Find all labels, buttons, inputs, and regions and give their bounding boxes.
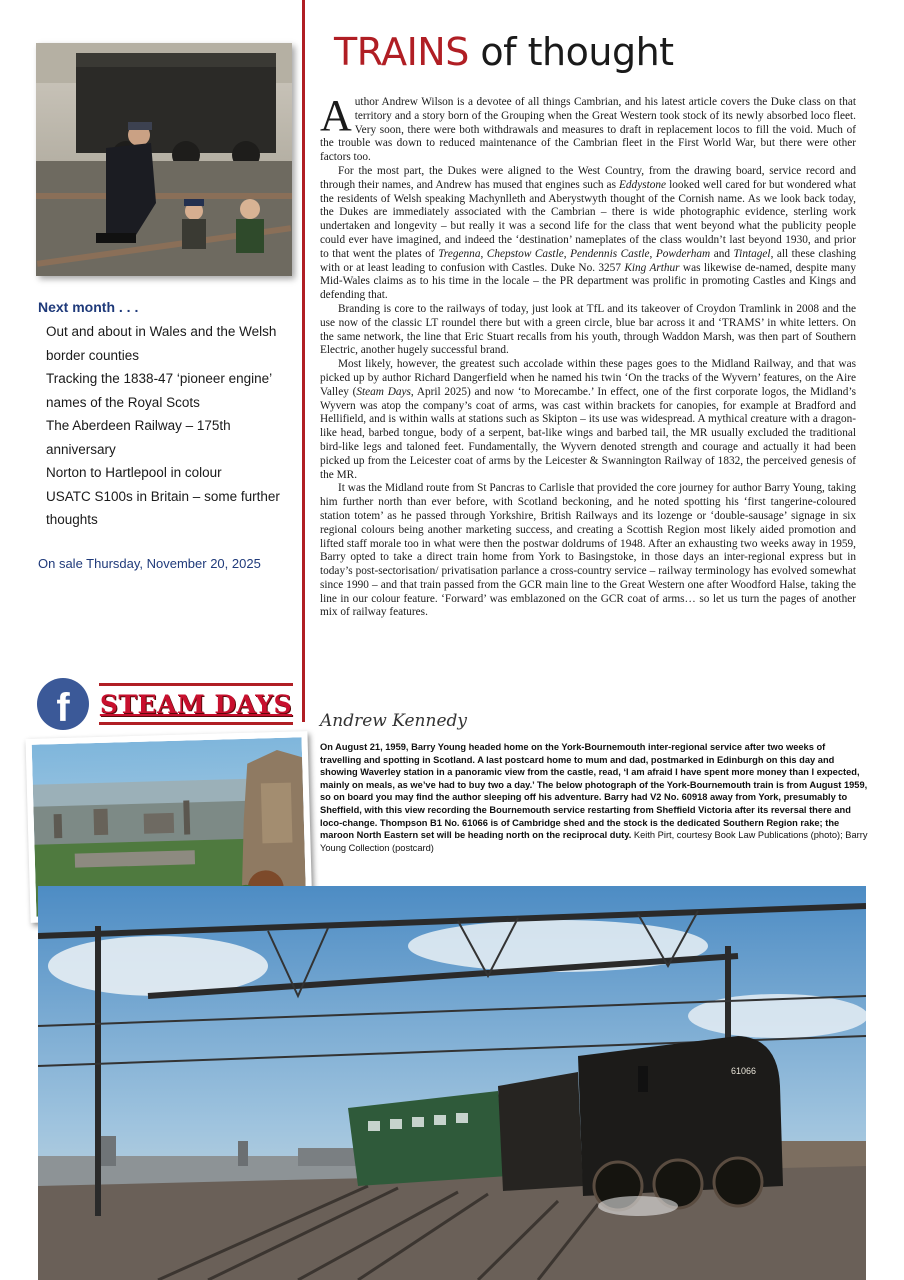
loco-number-plate: 61066 bbox=[731, 1066, 757, 1076]
list-item: USATC S100s in Britain – some further thoughts bbox=[46, 488, 280, 527]
list-item: Norton to Hartlepool in colour bbox=[46, 465, 222, 480]
title-of-thought: of thought bbox=[480, 30, 674, 74]
article-paragraph: Author Andrew Wilson is a devotee of all things Cambrian, and his latest article covers the Duke class on that territory and a story born of the Grouping when the Great Western took stock of its newly absorbed loco fleet. Very soon, there were both withdrawals and measures to draft in replacement locos to fill the void. Much of the trouble was down to reduced maintenance of the Cambrian fleet in the First World War, but there were other factors too. bbox=[320, 91, 856, 164]
list-item: The Aberdeen Railway – 175th anniversary bbox=[46, 418, 231, 457]
editorial-article bbox=[320, 91, 857, 620]
photo-trainspotters-at-shed bbox=[36, 43, 292, 276]
steam-days-logo bbox=[99, 683, 293, 725]
photo-york-bournemouth-train bbox=[38, 886, 866, 1280]
next-month-heading: Next month . . . bbox=[38, 299, 139, 315]
sheffield-victoria-train-illustration bbox=[38, 886, 866, 1280]
column-divider-rule bbox=[302, 0, 305, 722]
facebook-icon[interactable]: f bbox=[37, 678, 89, 730]
article-paragraph: It was the Midland route from St Pancras to Carlisle that provided the core journey for author Barry Young, taking him further north than ever before, with Scotland beckoning, and he noted spotting his ‘first tangerine-coloured station totem’ as he passed through Yorkshire, British Railways and its lozenge or ‘double-sausage’ signage in six regional colours being another marketing success, and creating a Scottish Region most likely aided promotion and lifted staff morale too in what were then the postwar doldrums of 1948. After an exhausting two weeks away in 1959, Barry opted to take a direct train home from York to Basingstoke, in those days an inter-regional express but in today’s post-sectorisation/ privatisation parlance a cross-country service – railway terminology has evolved somewhat since 1990 – and that train passed from the GCR main line to the Great Western one after Woodford Halse, taking the line in our colour feature. ‘Forward’ was emblazoned on the GCR coat of arms… so let us turn the pages of another mix of railway features. bbox=[320, 482, 856, 619]
article-paragraph: Most likely, however, the greatest such accolade within these pages goes to the Midland Railway, and that was picked up by author Richard Dangerfield when he named his twin ‘On the tracks of the Wyvern’ features, on the Aire Valley (Steam Days, April 2025) and now ‘to Morecambe.’ In effect, one of the first corporate logos, the Midland’s Wyvern was atop the company’s coat of arms, was cast within brackets for canopies, for example at Bradford and Hellifield, and is within walls at stations such as Skipton – its use was widespread. A mythical creature with a dragon-like head, barbed tongue, body of a serpent, bat-like wings and barbed tail, the MR usually excluded the traditional bird-like legs and taloned feet. Fundamentally, the Wyvern denoted strength and courage and actually it had been picked up from the Leicester coat of arms by the Leicester & Swannington Railway of 1832, the perceived genesis of the MR. bbox=[320, 358, 856, 481]
article-paragraph: Branding is core to the railways of today, just look at TfL and its takeover of Croydon Tramlink in 2008 and the use now of the classic LT roundel there but with a green circle, blue bar across it and ‘TRAMS’ in white letters. On the same network, the line that Eric Stuart recalls from his youth, through Waddon Marsh, was then part of Southern Electric, another hugely successful brand. bbox=[320, 302, 856, 357]
title-trains: TRAINS bbox=[334, 30, 469, 74]
list-item: Out and about in Wales and the Welsh border counties bbox=[46, 324, 277, 363]
author-signature: Andrew Kennedy bbox=[320, 711, 467, 731]
photo-credit: Keith Pirt, courtesy Book Law Publications (photo); Barry Young Collection (postcard) bbox=[320, 830, 868, 853]
photo-caption bbox=[320, 741, 868, 854]
on-sale-date: On sale Thursday, November 20, 2025 bbox=[38, 556, 261, 571]
list-item: Tracking the 1838-47 ‘pioneer engine’ names of the Royal Scots bbox=[46, 371, 272, 410]
trainspotters-illustration bbox=[36, 43, 292, 276]
article-paragraph: For the most part, the Dukes were aligned to the West Country, from the drawing board, service record and through their names, and Andrew has mused that engines such as Eddystone looked well cared for but wondered what the residents of Welsh speaking Machynlleth and Aberystwyth thought of the Cornish name. As we look back today, the Dukes are immediately associated with the Cambrian – there is wide photographic evidence, sterling work undertaken and longevity – but really it was a second life for the class that went beyond what the publicity people could ever have imagined, and indeed the ‘destination’ nameplates of the class wouldn’t last beyond 1930, and prior to that went the plates of Tregenna, Chepstow Castle, Pendennis Castle, Powderham and Tintagel, all these clashing with or at least leading to confusion with Castles. Duke No. 3257 King Arthur was likewise de-named, despite many Mid-Wales claims as to his time in the locale – the PR department was prolific in promoting Castles and Kings and defending that. bbox=[320, 164, 857, 302]
caption-text: On August 21, 1959, Barry Young headed home on the York-Bournemouth inter-regional service after two weeks of travelling and spotting in Scotland. A last postcard home to mum and dad, postmarked in Edinburgh on this day and showing Waverley station in a panoramic view from the castle, read, ‘I am afraid I have spent more money than I expected, mainly on meals, as we’ve had to buy two a day.’ The below photograph of the York-Bournemouth train is from August 1959, so on board you may find the author sleeping off his adventure. Barry had V2 No. 60918 away from York, presumably to Sheffield, with this view recording the Bournemouth service restarting from Sheffield Victoria after its reversal there and loco-change. Thompson B1 No. 61066 is of Cambridge shed and the stock is the dedicated Southern Region rake; the maroon North Eastern set will be heading north on the reciprocal duty. bbox=[320, 742, 868, 841]
drop-cap: A bbox=[320, 91, 352, 140]
steam-days-logo-text: STEAM DAYS bbox=[99, 689, 293, 719]
next-month-list bbox=[46, 320, 298, 532]
page-title bbox=[334, 30, 674, 74]
